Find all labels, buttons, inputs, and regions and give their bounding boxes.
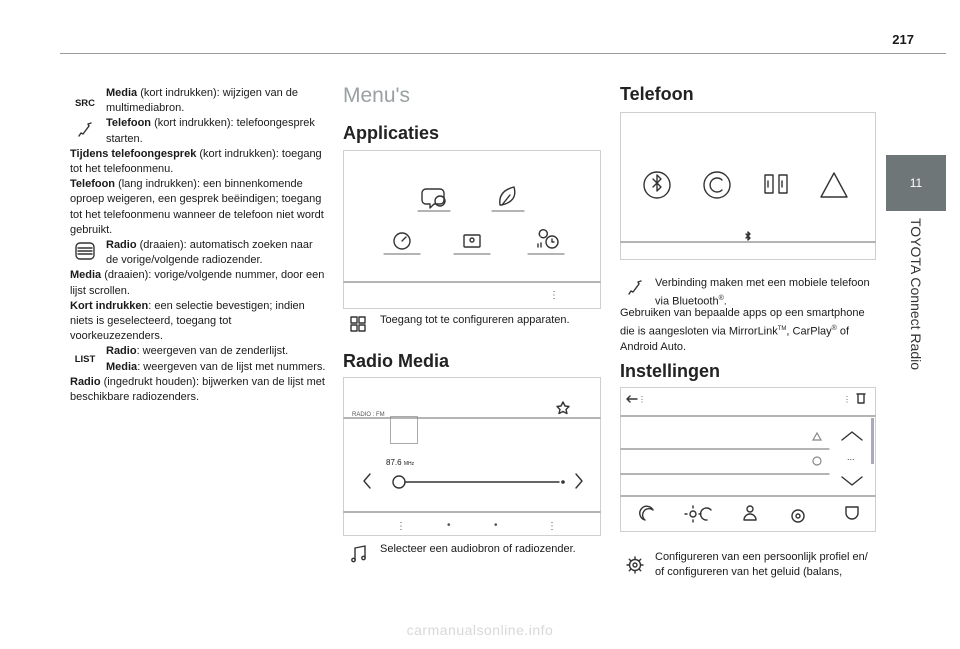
list-entry: LIST Radio: weergeven van de zenderlijst. Media: weergeven van de lijst met nummers. (70, 344, 326, 374)
phone-long-entry: Telefoon (lang indrukken): een binnenkomende oproep weigeren, een gesprek beëindigen; toegang tot het telefoonmenu wanneer de telefoon niet wordt gebruikt. (70, 178, 324, 236)
phone-entry: Telefoon (kort indrukken): telefoongesprek starten. (70, 116, 326, 146)
back-arrow-icon (627, 396, 637, 402)
security-icon (846, 507, 858, 519)
applicaties-screen (343, 150, 601, 309)
brightness-icon (685, 506, 711, 522)
applicaties-heading: Applicaties (343, 123, 440, 143)
apps-grid-icon (350, 316, 366, 337)
clock-app-icon (538, 230, 558, 248)
bluetooth-phone-icon (644, 172, 670, 198)
src-entry: SRC Media (kort indrukken): wijzigen van de multimediabron. (70, 86, 326, 116)
instellingen-caption: Configureren van een persoonlijk profiel en/ of configureren van het geluid (balans, (655, 551, 868, 578)
applicaties-caption: Toegang tot te configureren apparaten. (380, 314, 570, 326)
radio-caption: Selecteer een audiobron of radiozender. (380, 543, 576, 555)
header-rule (60, 53, 946, 54)
radio-dial-icon (70, 242, 100, 260)
night-mode-icon (640, 506, 653, 520)
chapter-title: TOYOTA Connect Radio (908, 218, 924, 370)
gauge-app-icon (394, 233, 410, 249)
tuner-knob-icon (393, 476, 405, 488)
svg-text:⋮: ⋮ (638, 395, 646, 404)
telefoon-caption-1: Verbinding maken met een mobiele telefoon via Bluetooth®. (655, 277, 870, 308)
phone-handset-icon (627, 280, 643, 301)
chat-app-icon (422, 189, 445, 208)
bluetooth-status-icon (746, 232, 750, 240)
profile-icon (744, 506, 756, 520)
svg-text:⋮: ⋮ (843, 395, 851, 404)
gear-icon (626, 556, 644, 579)
android-auto-icon (821, 173, 847, 197)
telefoon-screen (620, 112, 876, 260)
telefoon-caption-2: Gebruiken van bepaalde apps op een smartphone die is aangesloten via MirrorLink™, CarPlay® of Android Auto. (620, 307, 865, 353)
svg-text:•: • (447, 520, 451, 531)
carplay-icon (704, 172, 730, 198)
mirrorlink-icon (765, 175, 787, 193)
scroll-up-icon (842, 432, 862, 440)
menu-dots-icon: ⋮ (549, 290, 559, 301)
watermark: carmanualsonline.info (406, 622, 554, 638)
radio-entry: Radio (draaien): automatisch zoeken naar de vorige/volgende radiozender. (70, 238, 326, 268)
contacts-app-icon (464, 235, 480, 247)
svg-text:⋮: ⋮ (547, 521, 557, 532)
short-press-entry: Kort indrukken: een selectie bevestigen; indien niets is geselecteerd, toegang tot voorkeuzezenders. (70, 299, 305, 343)
radio-screen (343, 377, 601, 536)
music-note-icon (350, 545, 368, 568)
page-number: 217 (892, 32, 914, 47)
phone-icon (70, 122, 100, 138)
list-icon: LIST (74, 354, 96, 366)
scroll-down-icon (842, 477, 862, 485)
next-station-icon (576, 474, 582, 488)
call-entry: Tijdens telefoongesprek (kort indrukken): toegang tot het telefoonmenu. (70, 147, 322, 176)
chapter-tab[interactable] (886, 155, 946, 211)
src-icon: SRC (74, 98, 96, 109)
menus-heading: Menu's (343, 84, 411, 107)
settings-gear-icon (792, 510, 804, 522)
instellingen-heading: Instellingen (620, 361, 721, 381)
trash-icon (857, 394, 865, 403)
media-entry: Media (draaien): vorige/volgende nummer, door een lijst scrollen. (70, 269, 325, 297)
previous-station-icon (364, 474, 370, 488)
svg-text:⋮: ⋮ (396, 521, 406, 532)
controls-description (70, 86, 326, 405)
svg-text:•: • (494, 520, 498, 531)
instellingen-screen (620, 387, 876, 532)
chapter-number: 11 (909, 176, 923, 190)
telefoon-heading: Telefoon (620, 84, 694, 104)
radio-source-label: RADIO : FM (352, 412, 385, 418)
chapter-title-strip (886, 212, 946, 377)
frequency-readout: 87.6 MHz (386, 458, 415, 467)
leaf-app-icon (500, 187, 515, 205)
radio-media-heading: Radio Media (343, 351, 450, 371)
hold-entry: Radio (ingedrukt houden): bijwerken van de lijst met beschikbare radiozenders. (70, 375, 325, 404)
favorite-star-icon (557, 402, 569, 414)
svg-text:...: ... (847, 452, 855, 462)
